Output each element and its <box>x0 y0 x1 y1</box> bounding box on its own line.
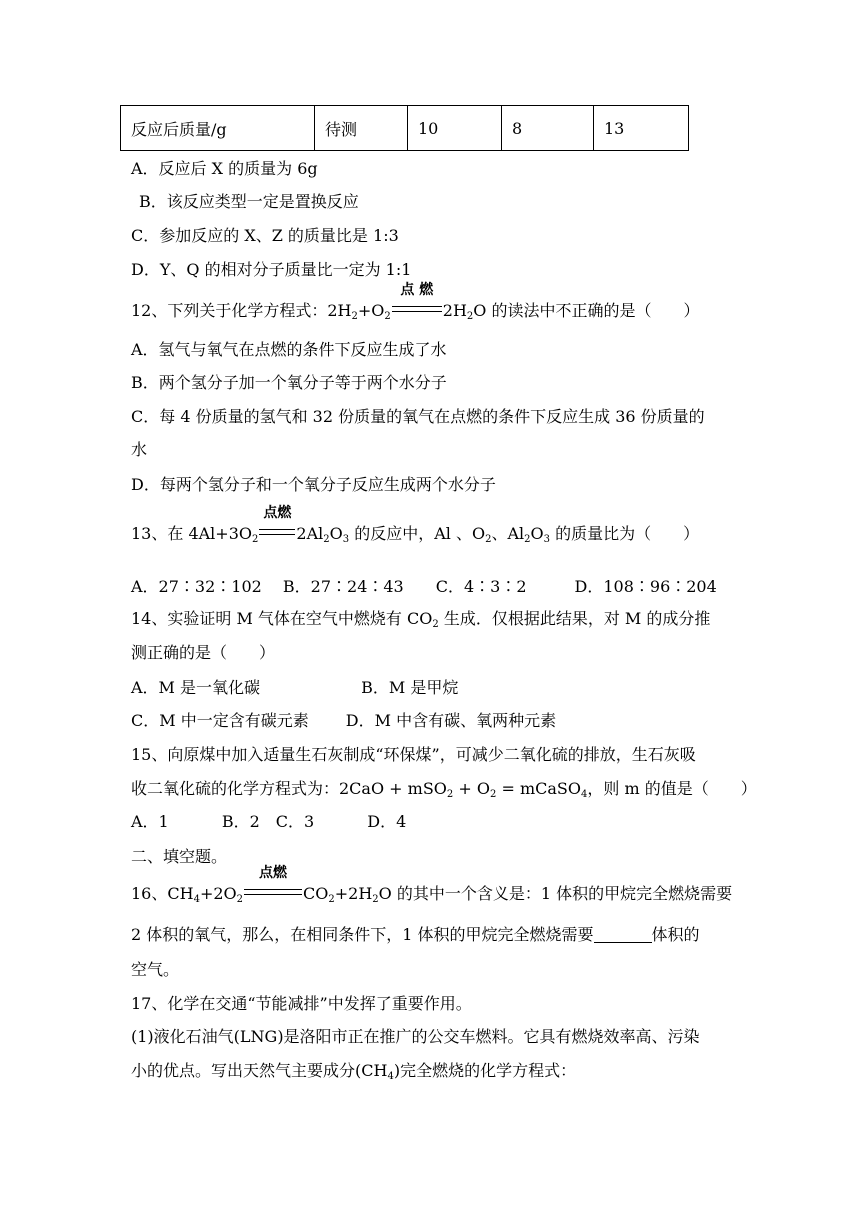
section-heading: 二、填空题。 <box>131 847 228 866</box>
q16-stem-end: 空气。 <box>131 960 180 979</box>
q12-option-b: B．两个氢分子加一个氧分子等于两个水分子 <box>131 373 447 392</box>
table-cell: 待测 <box>315 106 408 151</box>
table-cell: 13 <box>594 106 689 151</box>
q14-stem: 14、实验证明 M 气体在空气中燃烧有 $CO_2$ 生成．仅根据此结果，对 M 的成分推 <box>131 609 711 630</box>
q11-option-a: A．反应后 X 的质量为 6g <box>131 159 318 178</box>
reaction-condition: 点 燃 <box>392 299 442 323</box>
q16-stem: 16、$CH_4+2O_2$ 点燃 $CO_2+2H_2O$ 的其中一个含义是：1 体积的甲烷完全燃烧需要 <box>131 865 733 905</box>
table-row <box>121 106 689 151</box>
table-cell: 10 <box>408 106 502 151</box>
q15-stem-cont: 收二氧化硫的化学方程式为：$2CaO + mSO_2 + O_2$ = mCaSO$_4$，则 m 的值是（ ） <box>131 779 757 800</box>
q15-options: A．1 B．2 C．3 D．4 <box>131 812 407 831</box>
q17-part1-cont: 小的优点。写出天然气主要成分$(CH_4)$完全燃烧的化学方程式： <box>131 1061 577 1082</box>
q17-stem: 17、化学在交通“节能减排”中发挥了重要作用。 <box>131 994 472 1013</box>
q14-options-cd: C．M 中一定含有碳元素 D．M 中含有碳、氧两种元素 <box>131 711 557 730</box>
table-cell: 反应后质量/g <box>121 106 315 151</box>
reaction-condition: 点燃 <box>244 882 302 906</box>
q13-options: A．27∶32∶102 B．27∶24∶43 C．4∶3∶2 D．108∶96∶204 <box>131 577 717 596</box>
q12-option-c: C．每 4 份质量的氢气和 32 份质量的氧气在点燃的条件下反应生成 36 份质量的 <box>131 407 705 426</box>
answer-blank[interactable] <box>594 924 652 943</box>
q13-stem: 13、在 $4Al+3O_2$ 点燃 $2Al_2O_3$ 的反应中，Al 、$O_2$、$Al_2O_3$ 的质量比为（ ） <box>131 505 700 545</box>
reaction-mass-table <box>120 105 689 151</box>
q11-option-b: B．该反应类型一定是置换反应 <box>139 192 359 211</box>
q12-option-a: A．氢气与氧气在点燃的条件下反应生成了水 <box>131 340 447 359</box>
q15-stem: 15、向原煤中加入适量生石灰制成“环保煤”，可减少二氧化硫的排放，生石灰吸 <box>131 745 696 764</box>
q14-stem-cont: 测正确的是（ ） <box>131 643 276 662</box>
q12-option-c-cont: 水 <box>131 440 148 459</box>
q12-option-d: D．每两个氢分子和一个氧分子反应生成两个水分子 <box>131 475 496 494</box>
q14-options-ab: A．M 是一氧化碳 B．M 是甲烷 <box>131 678 459 697</box>
q17-part1: (1)液化石油气(LNG)是洛阳市正在推广的公交车燃料。它具有燃烧效率高、污染 <box>131 1027 700 1046</box>
q11-option-d: D．Y、Q 的相对分子质量比一定为 1:1 <box>131 260 412 279</box>
q12-stem: 12、下列关于化学方程式：$2H_2+O_2$ 点 燃 $2H_2O$ 的读法中不正确的是（ ） <box>131 282 700 322</box>
q16-stem-cont: 2 体积的氧气，那么，在相同条件下，1 体积的甲烷完全燃烧需要 体积的 <box>131 925 700 944</box>
table-cell: 8 <box>502 106 594 151</box>
q11-option-c: C．参加反应的 X、Z 的质量比是 1:3 <box>131 226 399 245</box>
reaction-condition: 点燃 <box>259 522 295 546</box>
